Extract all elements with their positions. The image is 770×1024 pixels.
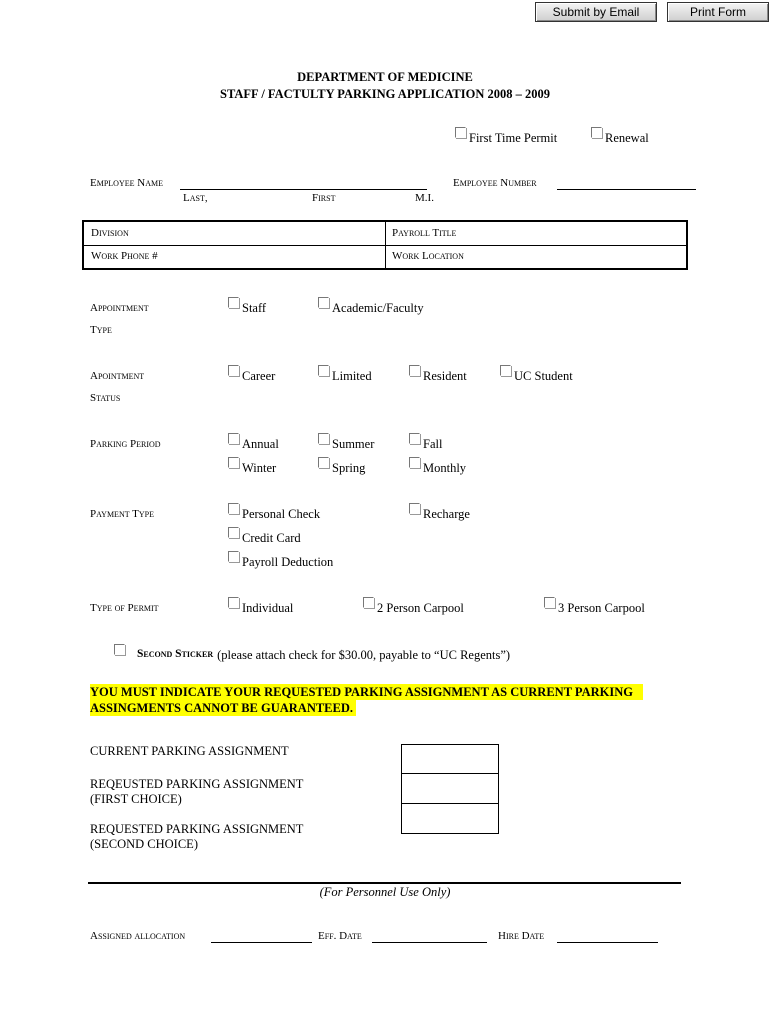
uc-student-option[interactable]: UC Student bbox=[500, 369, 573, 384]
checkbox-icon[interactable] bbox=[591, 127, 602, 138]
checkbox-icon[interactable] bbox=[409, 457, 420, 468]
individual-option[interactable]: Individual bbox=[228, 601, 293, 616]
second-sticker-option[interactable] bbox=[114, 648, 510, 663]
checkbox-icon[interactable] bbox=[228, 551, 239, 562]
checkbox-icon[interactable] bbox=[318, 297, 329, 308]
notice-line-2: ASSINGMENTS CANNOT BE GUARANTEED. bbox=[90, 700, 356, 716]
employee-number-label: Employee Number bbox=[453, 177, 537, 189]
second-choice-label-2: (SECOND CHOICE) bbox=[90, 837, 198, 851]
work-location-field[interactable]: Work Location bbox=[392, 250, 464, 262]
employee-number-field[interactable] bbox=[557, 189, 696, 190]
payroll-title-field[interactable]: Payroll Title bbox=[392, 227, 457, 239]
notice-line-1: YOU MUST INDICATE YOUR REQUESTED PARKING ASSIGNMENT AS CURRENT PARKING bbox=[90, 684, 643, 700]
renewal-option[interactable]: Renewal bbox=[591, 131, 649, 146]
checkbox-icon[interactable] bbox=[500, 365, 511, 376]
second-sticker-text: (please attach check for $30.00, payable to “UC Regents”) bbox=[217, 648, 511, 662]
appointment-status-label: Apointment bbox=[90, 370, 145, 382]
submit-by-email-button[interactable]: Submit by Email bbox=[535, 2, 657, 22]
eff-date-field[interactable] bbox=[372, 942, 487, 943]
hire-date-label: Hire Date bbox=[498, 930, 545, 942]
appointment-type-label: Appointment bbox=[90, 302, 149, 314]
first-choice-label-2: (FIRST CHOICE) bbox=[90, 792, 182, 806]
assigned-allocation-field[interactable] bbox=[211, 942, 312, 943]
parking-period-label: Parking Period bbox=[90, 438, 161, 450]
limited-option[interactable]: Limited bbox=[318, 369, 372, 384]
resident-option[interactable]: Resident bbox=[409, 369, 467, 384]
credit-card-option[interactable]: Credit Card bbox=[228, 531, 301, 546]
two-person-carpool-option[interactable]: 2 Person Carpool bbox=[363, 601, 464, 616]
winter-option[interactable]: Winter bbox=[228, 461, 276, 476]
table-divider-vertical bbox=[385, 222, 386, 268]
assigned-allocation-label: Assigned allocation bbox=[90, 930, 186, 942]
appointment-status-label-2: Status bbox=[90, 392, 121, 404]
annual-option[interactable]: Annual bbox=[228, 437, 279, 452]
checkbox-icon[interactable] bbox=[228, 503, 239, 514]
checkbox-icon[interactable] bbox=[318, 457, 329, 468]
recharge-option[interactable]: Recharge bbox=[409, 507, 470, 522]
current-assignment-label: CURRENT PARKING ASSIGNMENT bbox=[90, 744, 289, 758]
hire-date-field[interactable] bbox=[557, 942, 658, 943]
second-choice-input[interactable] bbox=[401, 803, 499, 834]
employee-name-label: Employee Name bbox=[90, 177, 163, 189]
checkbox-icon[interactable] bbox=[318, 365, 329, 376]
department-title: DEPARTMENT OF MEDICINE bbox=[297, 70, 473, 84]
checkbox-icon[interactable] bbox=[228, 297, 239, 308]
first-choice-input[interactable] bbox=[401, 773, 499, 805]
first-choice-label: REQEUSTED PARKING ASSIGNMENT bbox=[90, 777, 304, 791]
work-phone-field[interactable]: Work Phone # bbox=[91, 250, 158, 262]
checkbox-icon[interactable] bbox=[228, 433, 239, 444]
employee-name-field[interactable] bbox=[180, 189, 427, 190]
second-choice-label: REQUESTED PARKING ASSIGNMENT bbox=[90, 822, 304, 836]
checkbox-icon[interactable] bbox=[544, 597, 555, 608]
type-of-permit-label: Type of Permit bbox=[90, 602, 159, 614]
first-label: First bbox=[312, 192, 336, 204]
checkbox-icon[interactable] bbox=[228, 365, 239, 376]
appointment-type-label-2: Type bbox=[90, 324, 112, 336]
checkbox-icon[interactable] bbox=[114, 644, 125, 655]
checkbox-icon[interactable] bbox=[228, 597, 239, 608]
staff-option[interactable]: Staff bbox=[228, 301, 266, 316]
checkbox-icon[interactable] bbox=[228, 457, 239, 468]
checkbox-icon[interactable] bbox=[409, 365, 420, 376]
fall-option[interactable]: Fall bbox=[409, 437, 442, 452]
spring-option[interactable]: Spring bbox=[318, 461, 365, 476]
second-sticker-label: Second Sticker bbox=[137, 648, 214, 660]
monthly-option[interactable]: Monthly bbox=[409, 461, 466, 476]
three-person-carpool-option[interactable]: 3 Person Carpool bbox=[544, 601, 645, 616]
checkbox-icon[interactable] bbox=[228, 527, 239, 538]
print-form-button[interactable]: Print Form bbox=[667, 2, 769, 22]
personnel-use-note: (For Personnel Use Only) bbox=[319, 885, 451, 899]
payment-type-label: Payment Type bbox=[90, 508, 154, 520]
form-title: STAFF / FACTULTY PARKING APPLICATION 2008 – 2009 bbox=[220, 87, 550, 101]
checkbox-icon[interactable] bbox=[409, 503, 420, 514]
checkbox-icon[interactable] bbox=[318, 433, 329, 444]
first-time-permit-option[interactable]: First Time Permit bbox=[455, 131, 557, 146]
mi-label: M.I. bbox=[415, 192, 434, 204]
academic-faculty-option[interactable]: Academic/Faculty bbox=[318, 301, 424, 316]
summer-option[interactable]: Summer bbox=[318, 437, 374, 452]
checkbox-icon[interactable] bbox=[455, 127, 466, 138]
division-field[interactable]: Division bbox=[91, 227, 129, 239]
current-assignment-input[interactable] bbox=[401, 744, 499, 775]
career-option[interactable]: Career bbox=[228, 369, 275, 384]
payroll-deduction-option[interactable]: Payroll Deduction bbox=[228, 555, 333, 570]
personal-check-option[interactable]: Personal Check bbox=[228, 507, 320, 522]
checkbox-icon[interactable] bbox=[409, 433, 420, 444]
checkbox-icon[interactable] bbox=[363, 597, 374, 608]
last-label: Last, bbox=[183, 192, 208, 204]
personnel-divider bbox=[88, 882, 681, 884]
eff-date-label: Eff. Date bbox=[318, 930, 362, 942]
